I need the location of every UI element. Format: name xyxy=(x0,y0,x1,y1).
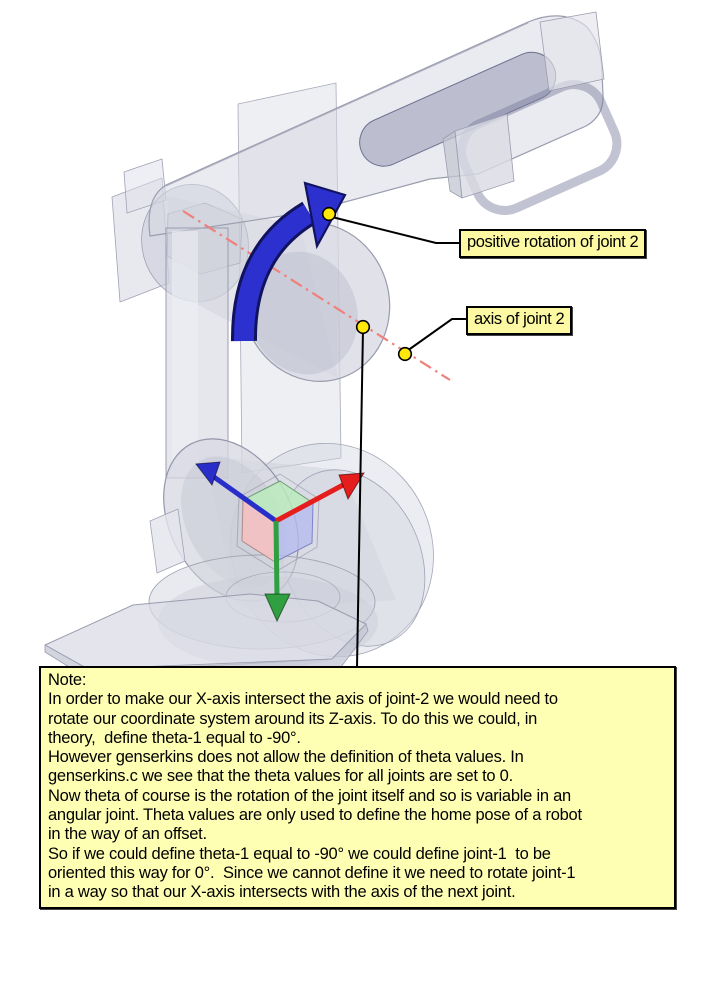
note-line: Note: xyxy=(48,671,87,689)
note-line: rotate our coordinate system around its Z-axis. To do this we could, in xyxy=(48,709,538,728)
leader-line-axis xyxy=(407,319,467,351)
note-line: in the way of an offset. xyxy=(48,825,207,844)
robot-arm-body xyxy=(45,12,626,690)
link1-column-highlight xyxy=(172,231,198,476)
note-line: theory, define theta-1 equal to -90°. xyxy=(48,728,301,747)
note-line: in a way so that our X-axis intersects with the axis of the next joint. xyxy=(48,883,516,902)
callout-positive-rotation: positive rotation of joint 2 xyxy=(459,229,646,258)
marker-dot-axis-far xyxy=(399,348,412,361)
callout-axis-of-joint2: axis of joint 2 xyxy=(466,306,572,335)
note-line: oriented this way for 0°. Since we cannot define it we need to rotate joint-1 xyxy=(48,863,576,882)
note-line: angular joint. Theta values are only used to define the home pose of a robot xyxy=(48,806,582,825)
marker-dot-axis-near xyxy=(357,321,370,334)
note-line: Now theta of course is the rotation of the joint itself and so is variable in an xyxy=(48,786,571,805)
note-line: In order to make our X-axis intersect the axis of joint-2 we would need to xyxy=(48,690,558,709)
note-box xyxy=(39,666,676,909)
base-foot-top xyxy=(45,594,366,669)
note-line: So if we could define theta-1 equal to -90° we could define joint-1 to be xyxy=(48,844,551,863)
note-line: However genserkins does not allow the definition of theta values. In xyxy=(48,748,524,767)
z-axis-arrow xyxy=(276,521,277,597)
arm-tip-box xyxy=(540,12,604,91)
marker-dot-rotation xyxy=(323,208,336,221)
note-line: genserkins.c we see that the theta values for all joints are set to 0. xyxy=(48,767,513,786)
